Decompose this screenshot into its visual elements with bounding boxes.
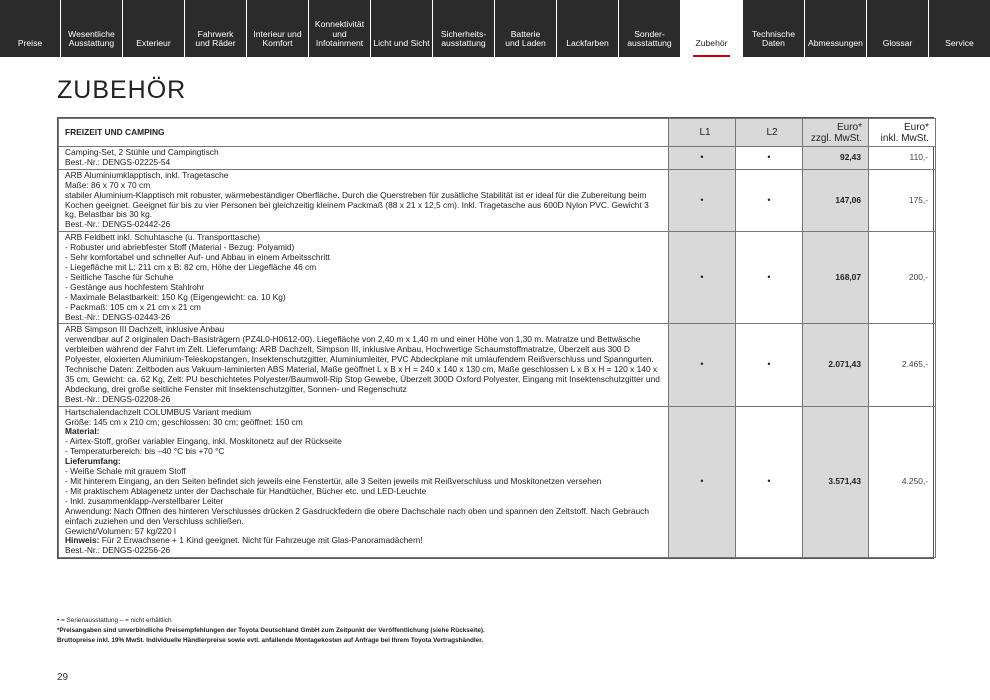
column-header-gross-price: Euro* inkl. MwSt.: [869, 119, 936, 147]
description-line: Material:: [65, 426, 100, 437]
nav-tab-licht-und-sicht[interactable]: [371, 0, 433, 57]
nav-tab-label: Exterieur: [136, 38, 171, 49]
nav-tab-label: Konnektivität und Infotainment: [314, 19, 365, 49]
accessory-table: [57, 117, 934, 559]
availability-l2: •: [736, 169, 803, 231]
nav-tab-batterie-und-laden[interactable]: [495, 0, 557, 57]
availability-l1: •: [669, 169, 736, 231]
page-title: ZUBEHÖR: [57, 76, 187, 104]
product-description: [59, 232, 669, 324]
availability-l1: •: [669, 232, 736, 324]
description-line: Best.-Nr.: DENGS-02208-26: [65, 393, 171, 404]
description-line: - Mit praktischem Ablagenetz unter der Dachschale für Handtücher, Bücher etc. und LED-Leuchte: [65, 485, 427, 496]
table-row: [59, 169, 936, 231]
availability-l1: •: [669, 324, 736, 406]
table-row: [59, 406, 936, 558]
availability-l2: •: [736, 147, 803, 170]
nav-tab-interieur-und-komfort[interactable]: [247, 0, 309, 57]
description-line: - Inkl. zusammenklapp-/verstellbarer Leiter: [65, 495, 224, 506]
nav-tab-glossar[interactable]: [867, 0, 929, 57]
description-line: - Mit hinterem Eingang, an den Seiten befindet sich jeweils eine Fenstertür, alle 3 Seiten jeweils mit Reißverschluss und Moskitonetzen versehen: [65, 476, 602, 486]
nav-tab-service[interactable]: [929, 0, 990, 57]
nav-tab-technische-daten[interactable]: [743, 0, 805, 57]
nav-tab-label: Sonder- ausstattung: [627, 28, 672, 49]
nav-tab-zubehör[interactable]: [681, 0, 743, 57]
top-navigation: [0, 0, 990, 57]
net-price: 168,07: [803, 232, 869, 324]
availability-l1: •: [669, 147, 736, 170]
availability-l2: •: [736, 324, 803, 406]
nav-tab-label: Abmessungen: [808, 38, 863, 49]
description-line: - Temperaturbereich: bis –40 °C bis +70 °C: [65, 446, 225, 457]
description-line: Gewicht/Volumen: 57 kg/220 l: [65, 525, 176, 536]
availability-l2: •: [736, 232, 803, 324]
gross-price: 4.250,-: [869, 406, 936, 558]
description-line: verwendbar auf 2 originalen Dach-Basisträgern (PZ4L0-H0612-00). Liegefläche von 2,40 m x 1,40 m und einer Höhe von 1,30 m. Matratze und Bettwäsche verbleiben während der Fahrt im Zelt. Lieferumfang: ARB Dachzelt, Simpson III, inklusive Anbau, Hochwertige Schaumstoffmatratze, Überzelt aus 300 D Polyester, eloxierten Aluminium-Teleskopstangen, Insektenschutzgitter, Aluminiumleiter, PVC Abdeckplane mit umlaufendem Reißverschluss und Spanngurten.: [65, 334, 654, 365]
nav-tab-label: Zubehör: [695, 38, 728, 49]
legend-note: • = Serienausstattung – = nicht erhältlich: [57, 617, 172, 624]
product-description: [59, 147, 669, 170]
section-heading: FREIZEIT UND CAMPING: [59, 119, 669, 147]
description-line: Camping-Set, 2 Stühle und Campingtisch: [65, 147, 219, 157]
description-line: Größe: 145 cm x 210 cm; geschlossen: 30 cm; geöffnet: 150 cm: [65, 416, 303, 427]
description-line: Maße: 86 x 70 x 70 cm: [65, 179, 151, 190]
nav-tab-label: Wesentliche Ausstattung: [68, 28, 115, 49]
footnotes: [57, 616, 485, 646]
description-line: ARB Simpson III Dachzelt, inklusive Anbau: [65, 324, 225, 335]
description-line: - Gestänge aus hochfestem Stahlrohr: [65, 281, 205, 292]
nav-tab-label: Interieur und Komfort: [253, 28, 302, 49]
description-line: Anwendung: Nach Öffnen des hinteren Verschlusses drücken 2 Gasdruckfedern die obere Dachschale nach oben und spannen den Zeltstoff. Nach Gebrauch einfach zuziehen und den Verschluss schließen.: [65, 505, 649, 526]
column-header-l1: L1: [669, 119, 736, 147]
net-price: 2.071,43: [803, 324, 869, 406]
nav-tab-label: Lackfarben: [566, 38, 609, 49]
nav-tab-abmessungen[interactable]: [805, 0, 867, 57]
description-line: Hinweis: Für 2 Erwachsene + 1 Kind geeignet. Nicht für Fahrzeuge mit Glas-Panoramadächern!: [65, 535, 423, 546]
nav-tab-sonder-ausstattung[interactable]: [619, 0, 681, 57]
description-line: - Seitliche Tasche für Schuhe: [65, 271, 174, 282]
table-header-row: [59, 119, 936, 147]
description-line: Best.-Nr.: DENGS-02443-26: [65, 311, 171, 322]
availability-l1: •: [669, 406, 736, 558]
gross-price: 175,-: [869, 169, 936, 231]
description-line: - Airtex-Stoff, großer variabler Eingang, inkl. Moskitonetz auf der Rückseite: [65, 436, 342, 447]
table-row: [59, 147, 936, 170]
description-line: Best.-Nr.: DENGS-02256-26: [65, 545, 171, 556]
nav-tab-label: Technische Daten: [752, 28, 795, 49]
nav-tab-lackfarben[interactable]: [557, 0, 619, 57]
description-line: - Weiße Schale mit grauem Stoff: [65, 466, 186, 477]
nav-tab-label: Glossar: [882, 38, 913, 49]
page-number: 29: [57, 672, 69, 683]
nav-tab-label: Batterie und Laden: [505, 28, 546, 49]
description-line: ARB Aluminiumklapptisch, inkl. Tragetasche: [65, 169, 229, 180]
column-header-l2: L2: [736, 119, 803, 147]
nav-tab-wesentliche-ausstattung[interactable]: [61, 0, 123, 57]
description-line: Best.-Nr.: DENGS-02442-26: [65, 219, 171, 230]
nav-tab-konnektivität-und-infotainment[interactable]: [309, 0, 371, 57]
description-line: stabiler Aluminium-Klapptisch mit robuster, wärmebeständiger Oberfläche. Durch die Querstreben für zusätliche Stabilität ist er ideal für die Zubereitung beim Kochen geeignet. Geeignet für bis zu vier Personen bei gleichzeitig kleinem Packmaß (88 x 21 x 12,5 cm). Inkl. Tragetasche aus 600D Nylon PVC. Gewicht 3 kg, Belastbar bis 30 kg.: [65, 189, 649, 220]
description-line: - Liegefläche mit L: 211 cm x B: 82 cm, Höhe der Liegefläche 46 cm: [65, 261, 317, 272]
nav-tab-label: Licht und Sicht: [373, 38, 430, 49]
net-price: 92,43: [803, 147, 869, 170]
table-row: [59, 324, 936, 406]
gross-price: 200,-: [869, 232, 936, 324]
description-line: - Sehr komfortabel und schneller Auf- und Abbau in einem Arbeitsschritt: [65, 252, 330, 263]
table-row: [59, 232, 936, 324]
availability-l2: •: [736, 406, 803, 558]
description-line: Best.-Nr.: DENGS-02225-54: [65, 156, 171, 167]
column-header-net-price: Euro* zzgl. MwSt.: [803, 119, 869, 147]
nav-tab-fahrwerk-und-räder[interactable]: [185, 0, 247, 57]
product-description: [59, 169, 669, 231]
net-price: 3.571,43: [803, 406, 869, 558]
nav-tab-label: Sicherheits- ausstattung: [440, 28, 487, 49]
description-line: - Maximale Belastbarkeit: 150 Kg (Eigengewicht: ca. 10 Kg): [65, 291, 286, 302]
nav-tab-label: Service: [945, 38, 974, 49]
gross-price: 110,-: [869, 147, 936, 170]
description-line: Hartschalendachzelt COLUMBUS Variant medium: [65, 406, 252, 417]
description-line: - Robuster und abriebfester Stoff (Material - Bezug: Polyamid): [65, 242, 295, 253]
nav-tab-preise[interactable]: [0, 0, 61, 57]
price-note: *Preisangaben sind unverbindliche Preisempfehlungen der Toyota Deutschland GmbH zum Zeitpunkt der Veröffentlichung (siehe Rückseite).: [57, 627, 485, 634]
net-price: 147,06: [803, 169, 869, 231]
gross-price-note: Bruttopreise inkl. 19% MwSt. Individuelle Händlerpreise sowie evtl. anfallende Montagekosten auf Anfrage bei Ihrem Toyota Vertragshändler.: [57, 637, 484, 644]
description-line: Lieferumfang:: [65, 456, 121, 467]
product-description: [59, 324, 669, 406]
nav-tab-label: Preise: [17, 38, 43, 49]
description-line: ARB Feldbett inkl. Schuhtasche (u. Transporttasche): [65, 232, 261, 243]
nav-tab-sicherheits-ausstattung[interactable]: [433, 0, 495, 57]
description-line: Technische Daten: Zeltboden aus Vakuum-laminierten ABS Material, Maße geöffnet L x B x H = 240 x 140 x 130 cm, Maße geschlossen L x B x H = 120 x 140 x 35 cm, Gewicht: ca. 62 Kg, Zelt: PU beschichtetes Polyester/Baumwoll-Rip Stop Gewebe, Überzelt 300D Oxford Polyester, Eingang mit Insektenschutzgitter und Abdeckung, drei große seitliche Fenster mit Insektenschutzgitter, Sonnen- und Regenschutz: [65, 364, 660, 394]
nav-tab-exterieur[interactable]: [123, 0, 185, 57]
gross-price: 2.465,-: [869, 324, 936, 406]
description-line: - Packmaß: 105 cm x 21 cm x 21 cm: [65, 301, 201, 312]
product-description: [59, 406, 669, 558]
nav-tab-label: Fahrwerk und Räder: [195, 28, 236, 49]
